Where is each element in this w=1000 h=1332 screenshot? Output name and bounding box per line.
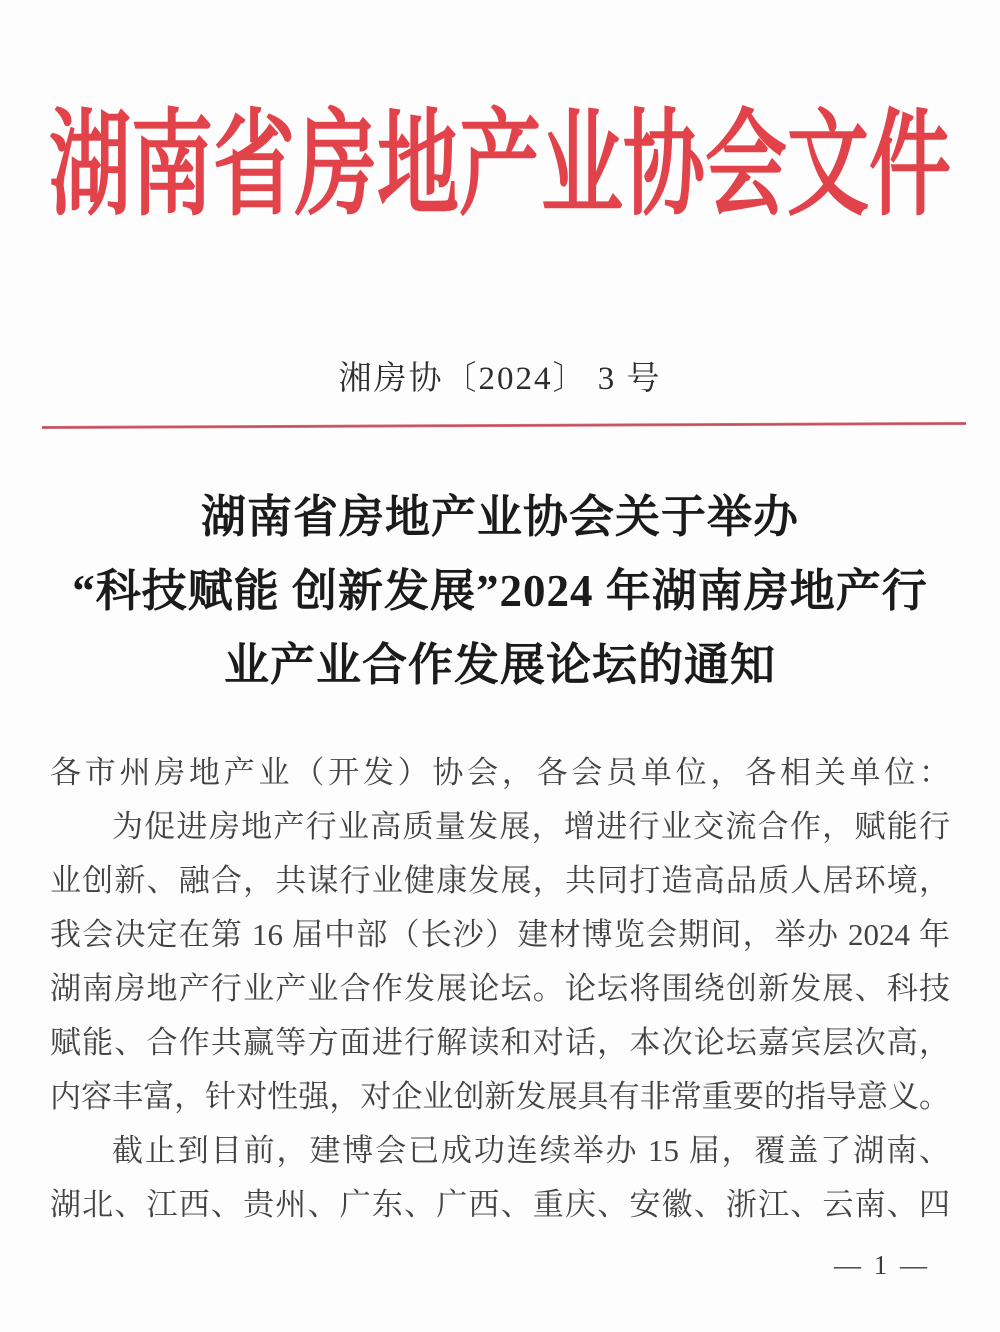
body-line: 内容丰富，针对性强，对企业创新发展具有非常重要的指导意义。: [50, 1079, 950, 1114]
notice-body: [50, 746, 950, 1232]
notice-title-line-2: “科技赋能 创新发展”2024 年湖南房地产行: [72, 566, 928, 616]
notice-title-line-1: 湖南省房地产业协会关于举办: [200, 492, 799, 542]
body-line: 为促进房地产行业高质量发展，增进行业交流合作，赋能行: [112, 809, 950, 844]
red-divider-line: [42, 422, 966, 429]
body-line: 湖北、江西、贵州、广东、广西、重庆、安徽、浙江、云南、四: [50, 1187, 950, 1222]
body-line: 赋能、合作共赢等方面进行解读和对话，本次论坛嘉宾层次高，: [50, 1025, 950, 1060]
body-line: 各市州房地产业（开发）协会，各会员单位，各相关单位：: [50, 755, 950, 790]
body-line: 我会决定在第 16 届中部（长沙）建材博览会期间，举办 2024 年: [50, 917, 950, 952]
notice-title: [0, 480, 1000, 702]
page-number: — 1 —: [834, 1250, 930, 1280]
body-line: 截止到目前，建博会已成功连续举办 15 届，覆盖了湖南、: [112, 1133, 950, 1168]
masthead-title: 湖南省房地产业协会文件: [48, 102, 951, 230]
body-line: 湖南房地产行业产业合作发展论坛。论坛将围绕创新发展、科技: [50, 971, 950, 1006]
notice-title-line-3: 业产业合作发展论坛的通知: [223, 640, 776, 690]
body-line: 业创新、融合，共谋行业健康发展，共同打造高品质人居环境，: [50, 863, 950, 898]
doc-number: 湘房协〔2024〕 3 号: [338, 361, 662, 397]
